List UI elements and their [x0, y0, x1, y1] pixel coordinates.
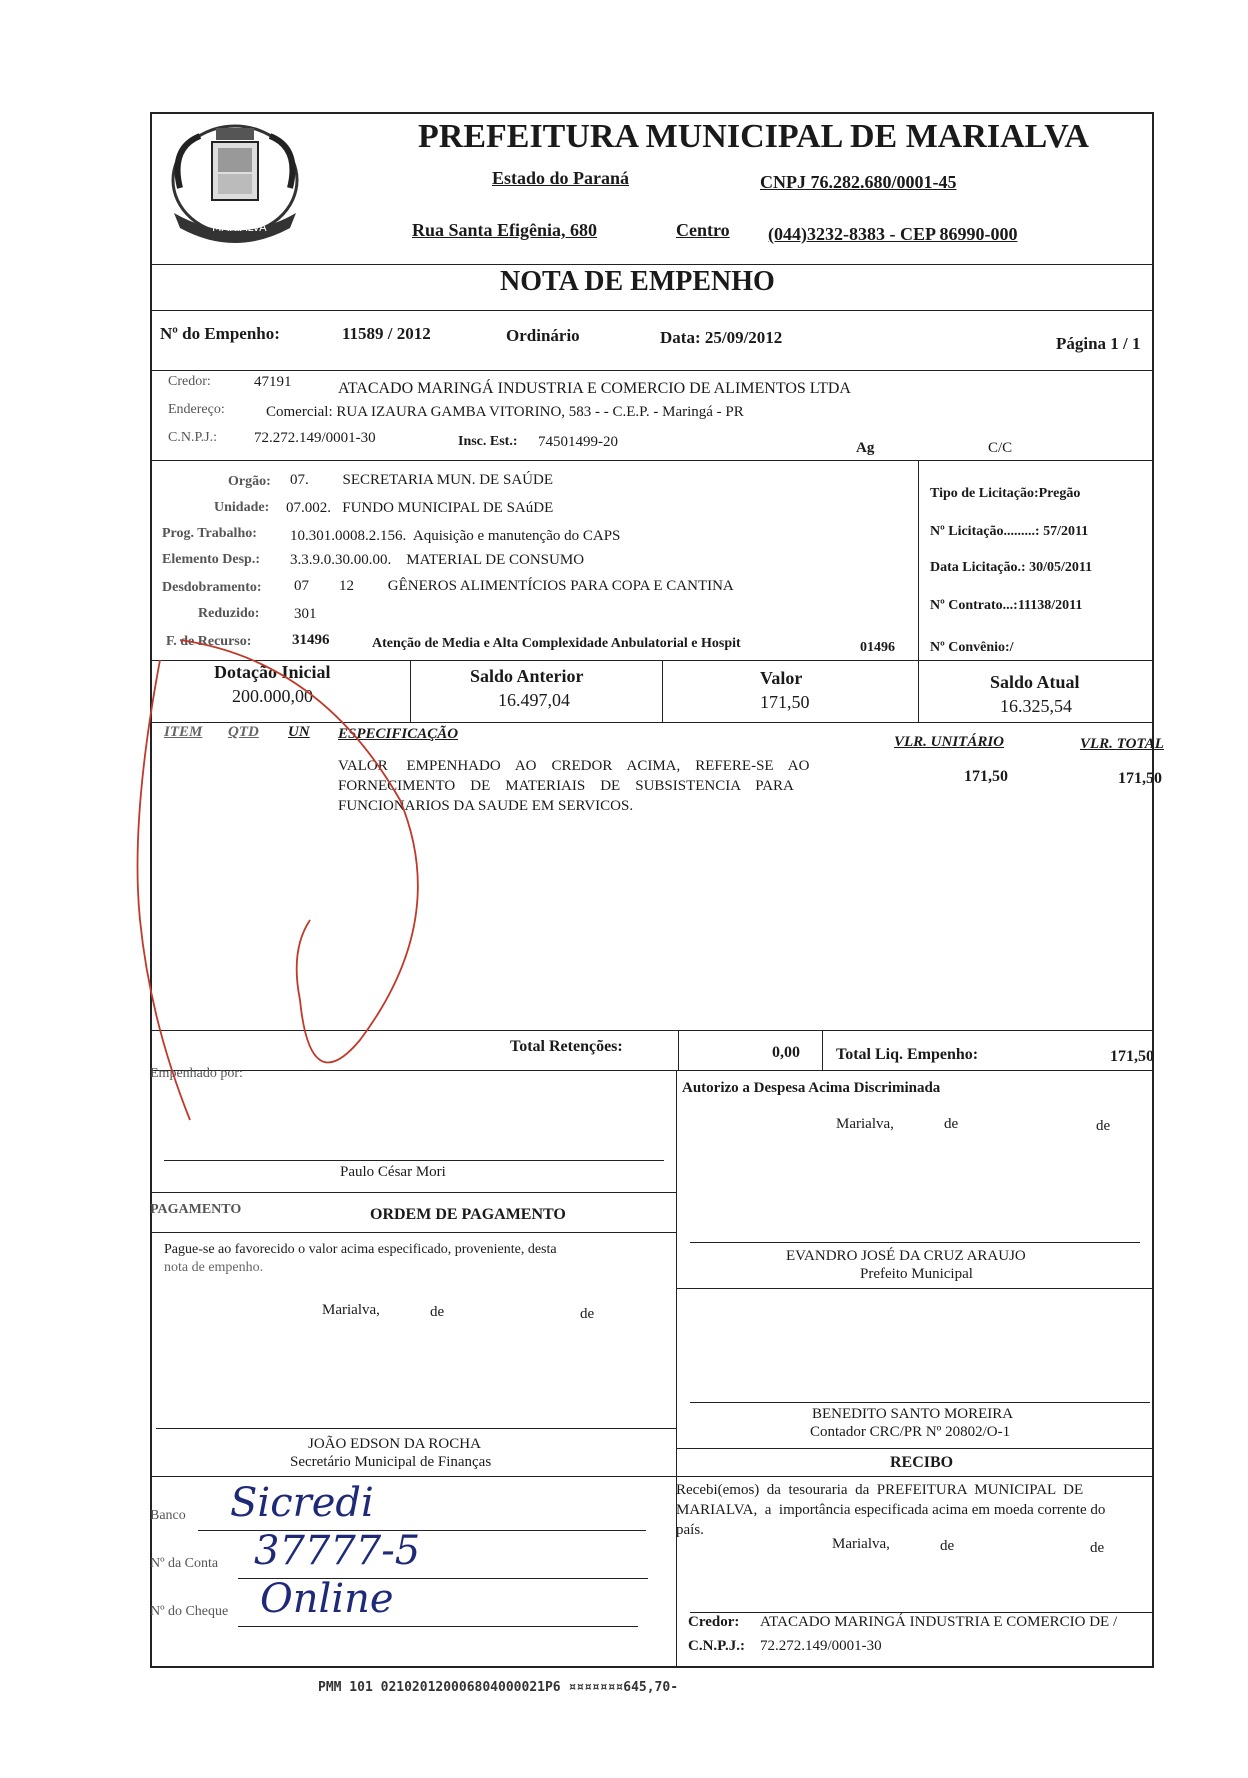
page-number: Página 1 / 1 [1056, 334, 1141, 353]
seal-banner-text: MARIALVA [212, 221, 267, 234]
reduzido-value: 301 [294, 606, 317, 622]
recibo-cnpj-label: C.N.P.J.: [688, 1638, 745, 1654]
cnpj-label: C.N.P.J.: [168, 430, 218, 445]
cnpj-header: CNPJ 76.282.680/0001-45 [760, 172, 957, 192]
page-title: PREFEITURA MUNICIPAL DE MARIALVA [418, 118, 1089, 155]
cc-label: C/C [988, 440, 1013, 456]
marialva-date-place: Marialva, [832, 1536, 890, 1552]
numero-convenio: Nº Convênio:/ [930, 640, 1014, 655]
item-description-line: FUNCIONARIOS DA SAUDE EM SERVICOS. [338, 798, 634, 814]
elemento-label: Elemento Desp.: [162, 552, 260, 567]
item-unit-value: 171,50 [964, 768, 1008, 785]
pagamento-label: PAGAMENTO [150, 1202, 242, 1217]
endereco-label: Endereço: [168, 402, 225, 417]
empenhado-por-label: Empenhado por: [150, 1066, 243, 1081]
prog-label: Prog. Trabalho: [162, 526, 257, 541]
credor-address: Comercial: RUA IZAURA GAMBA VITORINO, 583 - - C.E.P. - Maringá - PR [266, 404, 744, 420]
insc-value: 74501499-20 [538, 434, 618, 450]
red-pen-mark [120, 620, 460, 1140]
address-phone-cep: (044)3232-8383 - CEP 86990-000 [768, 224, 1018, 244]
address-street: Rua Santa Efigênia, 680 [412, 220, 598, 240]
total-liquido-value: 171,50 [1110, 1048, 1154, 1065]
marialva-date-place: Marialva, [322, 1302, 380, 1318]
date-de: de [940, 1538, 955, 1554]
dotacao-label: Dotação Inicial [214, 662, 331, 682]
recibo-cnpj: 72.272.149/0001-30 [760, 1638, 882, 1654]
desdobramento-label: Desdobramento: [162, 580, 262, 595]
vlr-unitario-header: VLR. UNITÁRIO [894, 734, 1005, 750]
banco-handwritten: Sicredi [230, 1480, 374, 1526]
marialva-date-place: Marialva, [836, 1116, 894, 1132]
conta-label: Nº da Conta [150, 1556, 219, 1571]
total-retencoes-label: Total Retenções: [510, 1038, 623, 1055]
recibo-credor-label: Credor: [688, 1614, 740, 1630]
especificacao-header: ESPECIFICAÇÃO [338, 726, 459, 742]
total-liquido-label: Total Liq. Empenho: [836, 1046, 979, 1063]
data-licitacao: Data Licitação.: 30/05/2011 [930, 560, 1093, 575]
fonte-value: 31496 [292, 632, 330, 648]
unidade-value: 07.002. FUNDO MUNICIPAL DE SAúDE [286, 500, 554, 516]
date-de: de [1090, 1540, 1105, 1556]
ag-label: Ag [856, 440, 875, 456]
credor-code: 47191 [254, 374, 292, 390]
saldo-anterior-value: 16.497,04 [498, 690, 570, 710]
total-retencoes-value: 0,00 [772, 1044, 800, 1061]
contador-name: BENEDITO SANTO MOREIRA [812, 1406, 1014, 1422]
empenho-number: 11589 / 2012 [342, 324, 431, 343]
secretario-role: Secretário Municipal de Finanças [290, 1454, 492, 1470]
date-de: de [1096, 1118, 1111, 1134]
numero-contrato: Nº Contrato...:11138/2011 [930, 598, 1083, 613]
paguese-text: nota de empenho. [164, 1260, 264, 1275]
reduzido-label: Reduzido: [198, 606, 260, 621]
valor-label: Valor [760, 668, 803, 688]
recibo-text: MARIALVA, a importância especificada acima em moeda corrente do [676, 1502, 1106, 1518]
cheque-label: Nº do Cheque [150, 1604, 229, 1619]
un-header: UN [288, 724, 310, 740]
saldo-atual-value: 16.325,54 [1000, 696, 1072, 716]
empenho-date: Data: 25/09/2012 [660, 328, 783, 347]
ordem-pagamento-title: ORDEM DE PAGAMENTO [370, 1206, 566, 1223]
saldo-atual-label: Saldo Atual [990, 672, 1080, 692]
prefeito-role: Prefeito Municipal [860, 1266, 973, 1282]
dotacao-value: 200.000,00 [232, 686, 313, 706]
prefeito-name: EVANDRO JOSÉ DA CRUZ ARAUJO [786, 1248, 1026, 1264]
banco-label: Banco [150, 1508, 186, 1523]
contador-role: Contador CRC/PR Nº 20802/O-1 [810, 1424, 1011, 1440]
elemento-value: 3.3.9.0.30.00.00. MATERIAL DE CONSUMO [290, 552, 585, 568]
paguese-text: Pague-se ao favorecido o valor acima especificado, proveniente, desta [164, 1242, 557, 1257]
saldo-anterior-label: Saldo Anterior [470, 666, 584, 686]
credor-cnpj: 72.272.149/0001-30 [254, 430, 376, 446]
address-district: Centro [676, 220, 730, 240]
recibo-text: Recebi(emos) da tesouraria da PREFEITURA MUNICIPAL DE [676, 1482, 1084, 1498]
recibo-title: RECIBO [890, 1454, 954, 1471]
cheque-handwritten: Online [260, 1576, 394, 1622]
document-title: NOTA DE EMPENHO [500, 266, 775, 297]
recibo-credor-name: ATACADO MARINGÁ INDUSTRIA E COMERCIO DE / [760, 1614, 1118, 1630]
secretario-name: JOÃO EDSON DA ROCHA [308, 1436, 481, 1452]
insc-label: Insc. Est.: [458, 434, 518, 449]
date-de: de [580, 1306, 595, 1322]
empenhado-por-name: Paulo César Mori [340, 1164, 446, 1180]
empenho-type: Ordinário [506, 326, 580, 345]
item-description-line: FORNECIMENTO DE MATERIAIS DE SUBSISTENCIA PARA [338, 778, 794, 794]
date-de: de [430, 1304, 445, 1320]
unidade-label: Unidade: [214, 500, 270, 515]
item-total-value: 171,50 [1118, 770, 1162, 787]
empenho-label: Nº do Empenho: [160, 324, 280, 343]
vlr-total-header: VLR. TOTAL [1080, 736, 1164, 752]
state-name: Estado do Paraná [492, 168, 630, 188]
autorizo-text: Autorizo a Despesa Acima Discriminada [682, 1080, 941, 1096]
recibo-text: país. [676, 1522, 704, 1538]
orgao-label: Orgão: [228, 474, 271, 489]
desdobramento-value: 07 12 GÊNEROS ALIMENTÍCIOS PARA COPA E CANTINA [294, 578, 734, 594]
valor-value: 171,50 [760, 692, 810, 712]
item-description-line: VALOR EMPENHADO AO CREDOR ACIMA, REFERE-SE AO [338, 758, 810, 774]
fonte-label: F. de Recurso: [166, 634, 252, 649]
municipal-seal-icon [160, 118, 310, 250]
orgao-value: 07. SECRETARIA MUN. DE SAÚDE [290, 472, 553, 488]
fonte-code: 01496 [860, 640, 895, 655]
fonte-description: Atenção de Media e Alta Complexidade Anbulatorial e Hospit [372, 636, 741, 651]
footer-code: PMM 101 021020120006804000021P6 ¤¤¤¤¤¤¤645,70- [318, 1680, 679, 1695]
conta-handwritten: 37777-5 [254, 1528, 421, 1574]
credor-name: ATACADO MARINGÁ INDUSTRIA E COMERCIO DE ALIMENTOS LTDA [338, 380, 851, 397]
numero-licitacao: Nº Licitação.........: 57/2011 [930, 524, 1089, 539]
item-header: ITEM [164, 724, 203, 740]
credor-label: Credor: [168, 374, 211, 389]
prog-value: 10.301.0008.2.156. Aquisição e manutenção do CAPS [290, 528, 621, 544]
date-de: de [944, 1116, 959, 1132]
qtd-header: QTD [228, 724, 259, 740]
tipo-licitacao: Tipo de Licitação:Pregão [930, 486, 1081, 501]
